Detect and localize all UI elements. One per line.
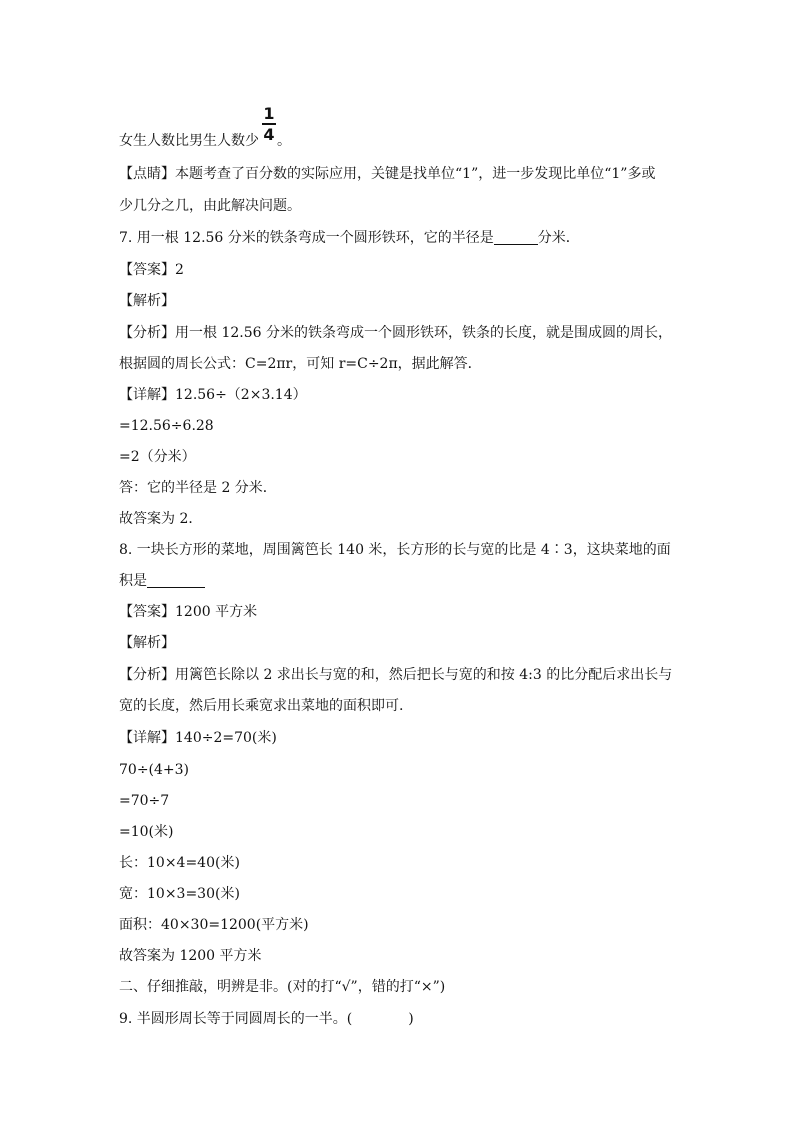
text-line: 【答案】2	[119, 262, 184, 278]
text-line: 故答案为 2．	[119, 511, 203, 527]
text-line: 9. 半圆形周长等于同圆周长的一半。( )	[119, 1011, 414, 1027]
text-line: 【分析】用篱笆长除以 2 求出长与宽的和，然后把长与宽的和按 4:3 的比分配后求出长与	[119, 667, 673, 683]
fraction-line-text: 女生人数比男生人数少	[119, 133, 259, 149]
text-line: =12.56÷6.28	[119, 418, 214, 434]
text-line: =70÷7	[119, 793, 170, 809]
text-line: 宽的长度，然后用长乘宽求出菜地的面积即可.	[119, 698, 404, 714]
fraction-denominator: 4	[263, 125, 275, 144]
question-7	[119, 229, 580, 247]
text-line: 少几分之几，由此解决问题。	[119, 198, 301, 214]
text-line: 【点睛】本题考查了百分数的实际应用，关键是找单位“1”，进一步发现比单位“1”多或	[119, 166, 656, 182]
answer-blank	[147, 573, 205, 588]
text-line: 70÷(4+3)	[119, 762, 190, 778]
text-line: 【分析】用一根 12.56 分米的铁条弯成一个圆形铁环，铁条的长度，就是围成圆的周长，	[119, 325, 672, 341]
question-7-tail: 分米．	[537, 230, 580, 246]
question-8-text: 积是	[119, 573, 147, 589]
text-line: 长：10×4=40(米)	[119, 855, 240, 871]
text-line: 【详解】140÷2=70(米)	[119, 730, 277, 746]
text-line: 【解析】	[119, 293, 175, 309]
question-8-cont	[119, 572, 205, 590]
section-heading: 二、仔细推敲，明辨是非。(对的打“√”，错的打“×”)	[119, 979, 446, 995]
text-line: 【解析】	[119, 635, 175, 651]
text-line: 宽：10×3=30(米)	[119, 886, 240, 902]
text-line: 故答案为 1200 平方米	[119, 948, 262, 964]
question-7-text: 7. 用一根 12.56 分米的铁条弯成一个圆形铁环，它的半径是	[119, 230, 494, 246]
text-line: 8. 一块长方形的菜地，周围篱笆长 140 米，长方形的长与宽的比是 4∶3，这块菜地的面	[119, 542, 671, 558]
fraction-numerator: 1	[263, 104, 275, 123]
text-line: 【答案】1200 平方米	[119, 604, 258, 620]
text-line: =2（分米）	[119, 449, 196, 465]
fraction-line-tail: 。	[277, 133, 291, 149]
fraction-one-quarter	[262, 106, 276, 143]
text-line: 面积：40×30=1200(平方米)	[119, 917, 309, 933]
text-line: 答：它的半径是 2 分米．	[119, 480, 277, 496]
text-line: 根据圆的周长公式：C=2πr，可知 r=C÷2π，据此解答．	[119, 356, 482, 372]
text-line: =10(米)	[119, 824, 174, 840]
text-line: 【详解】12.56÷（2×3.14）	[119, 387, 307, 403]
answer-blank	[494, 230, 538, 245]
